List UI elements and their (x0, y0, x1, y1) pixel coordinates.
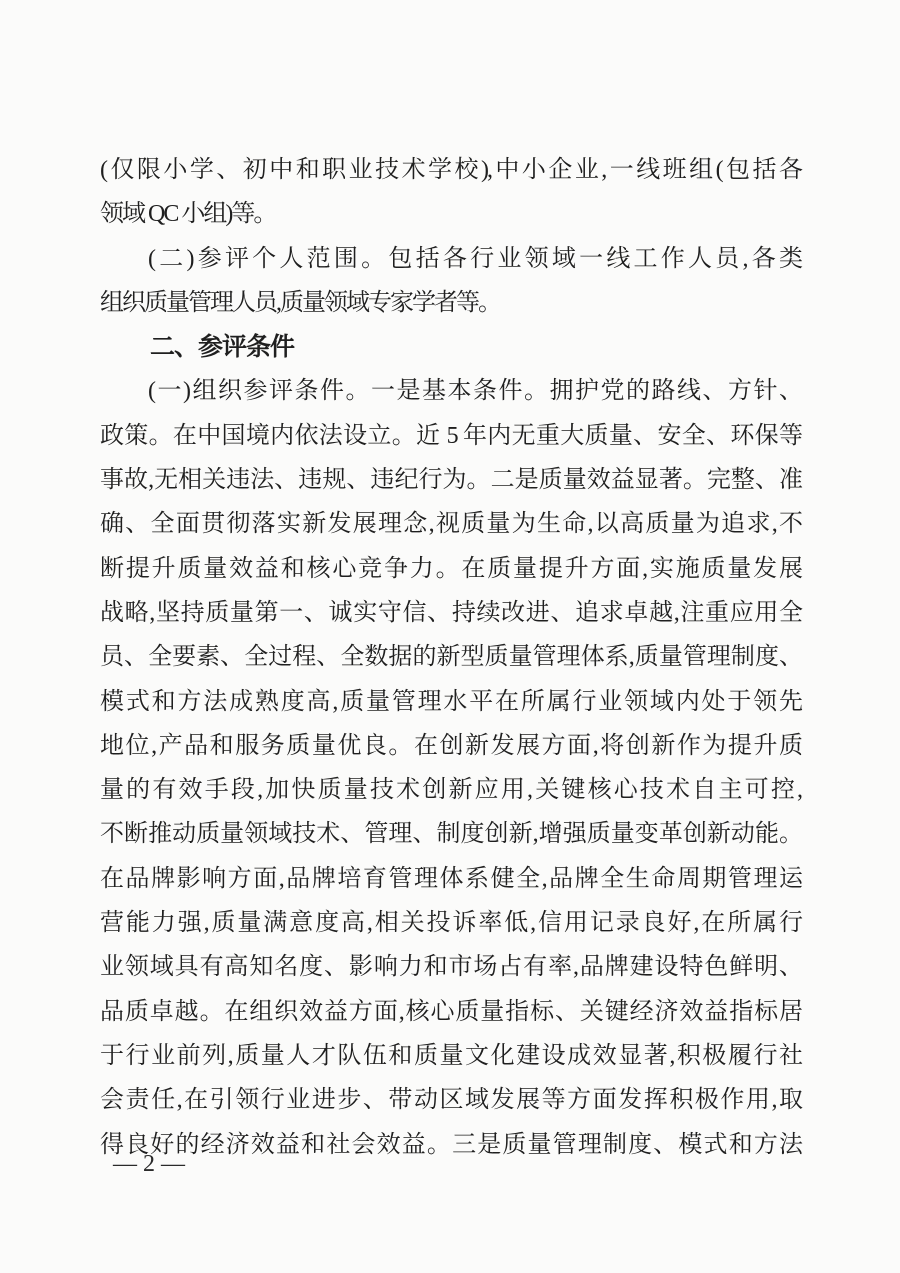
text-line: 政策。在中国境内依法设立。近 5 年内无重大质量、安全、环保等 (100, 422, 801, 449)
text-line: 断提升质量效益和核心竞争力。在质量提升方面,实施质量发展 (100, 555, 801, 582)
section-heading: 二、参评条件 (150, 333, 295, 362)
text-line: 地位,产品和服务质量优良。在创新发展方面,将创新作为提升质 (100, 732, 801, 759)
text-line: (一)组织参评条件。一是基本条件。拥护党的路线、方针、 (148, 378, 801, 405)
document-body (100, 148, 801, 1167)
text-line: 会责任,在引领行业进步、带动区域发展等方面发挥积极作用,取 (100, 1087, 801, 1114)
text-line: 量的有效手段,加快质量技术创新应用,关键核心技术自主可控, (100, 777, 801, 804)
text-line: 得良好的经济效益和社会效益。三是质量管理制度、模式和方法 (100, 1131, 801, 1158)
page-number: — 2 — (113, 1151, 185, 1177)
text-line: 于行业前列,质量人才队伍和质量文化建设成效显著,积极履行社 (100, 1042, 801, 1069)
text-line: 品质卓越。在组织效益方面,核心质量指标、关键经济效益指标居 (100, 998, 801, 1025)
text-line: 员、全要素、全过程、全数据的新型质量管理体系,质量管理制度、 (100, 644, 801, 671)
text-line: (二)参评个人范围。包括各行业领域一线工作人员,各类 (148, 245, 801, 272)
text-line: 战略,坚持质量第一、诚实守信、持续改进、追求卓越,注重应用全 (100, 599, 801, 626)
text-line: (仅限小学、初中和职业技术学校),中小企业,一线班组(包括各 (100, 157, 801, 183)
text-line: 领域 QC 小组)等。 (100, 201, 276, 228)
text-line: 确、全面贯彻落实新发展理念,视质量为生命,以高质量为追求,不 (100, 511, 801, 538)
text-line: 业领域具有高知名度、影响力和市场占有率,品牌建设特色鲜明、 (100, 954, 801, 981)
text-line: 模式和方法成熟度高,质量管理水平在所属行业领域内处于领先 (100, 688, 801, 715)
text-line: 不断推动质量领域技术、管理、制度创新,增强质量变革创新动能。 (100, 821, 801, 848)
text-line: 在品牌影响方面,品牌培育管理体系健全,品牌全生命周期管理运 (100, 865, 801, 892)
text-line: 组织质量管理人员,质量领域专家学者等。 (100, 289, 500, 316)
text-line: 事故,无相关违法、违规、违纪行为。二是质量效益显著。完整、准 (100, 467, 801, 494)
text-line: 营能力强,质量满意度高,相关投诉率低,信用记录良好,在所属行 (100, 910, 801, 937)
